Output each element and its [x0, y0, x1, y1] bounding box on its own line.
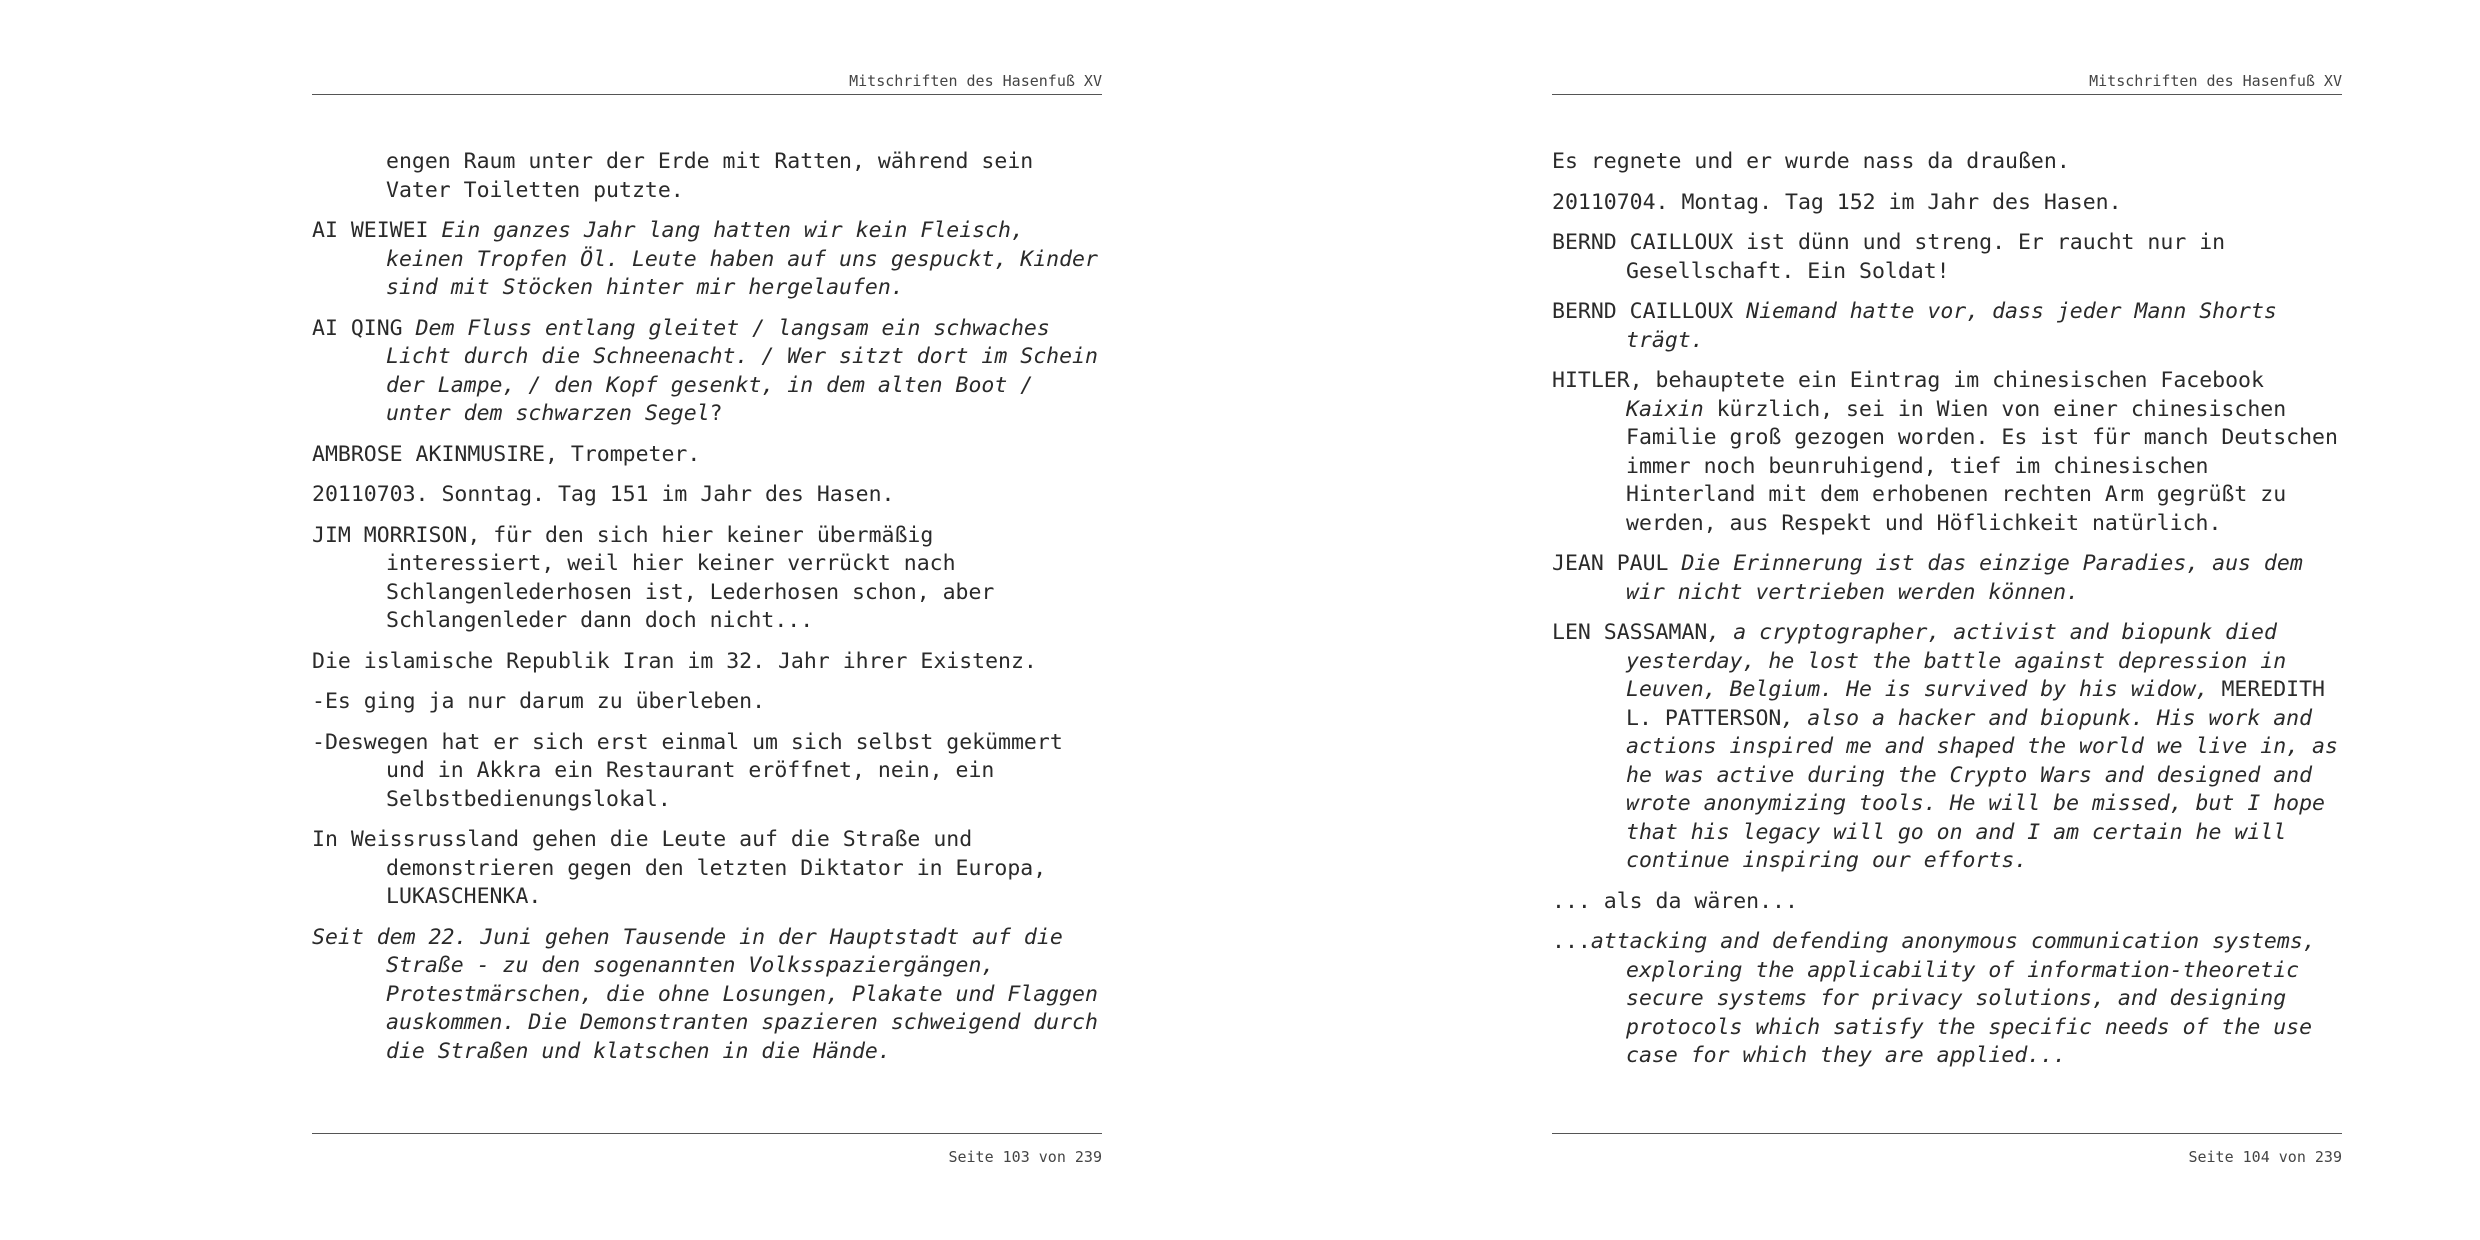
left-page-body: [312, 148, 1102, 1078]
text-run: Die islamische Republik Iran im 32. Jahr ihrer Existenz.: [312, 648, 1037, 674]
text-run: engen Raum unter der Erde mit Ratten, während sein Vater Toiletten putzte.: [386, 149, 1034, 203]
text-run: ...: [1552, 929, 1591, 954]
left-page-header: Mitschriften des Hasenfuß XV: [312, 72, 1102, 95]
text-run: -Deswegen hat er sich erst einmal um sich selbst gekümmert und in Akkra ein Restaurant eröffnet, nein, ein Selbstbedienungslokal.: [312, 729, 1063, 812]
right-page-column: [1552, 0, 2342, 1240]
left-page-footer: Seite 103 von 239: [312, 1133, 1102, 1166]
text-run: 20110703. Sonntag. Tag 151 im Jahr des Hasen.: [312, 482, 895, 507]
italic-text: Die Erinnerung ist das einzige Paradies, aus dem wir nicht vertrieben werden können.: [1626, 551, 2303, 605]
paragraph: [312, 688, 1102, 717]
text-run: -Es ging ja nur darum zu überleben.: [312, 689, 766, 714]
text-run: In Weissrussland gehen die Leute auf die Straße und demonstrieren gegen den letzten Diktator in Europa, LUKASCHENKA.: [312, 827, 1047, 909]
right-page-body: [1552, 148, 2342, 1083]
text-run: ?: [709, 401, 723, 426]
paragraph: [1552, 619, 2342, 876]
text-run: AI WEIWEI: [312, 218, 442, 243]
paragraph: [312, 924, 1102, 1067]
text-run: HITLER, behauptete ein Eintrag im chinesischen Facebook: [1552, 368, 2264, 393]
paragraph: [1552, 928, 2342, 1071]
italic-text: Seit dem 22. Juni gehen Tausende in der Hauptstadt auf die Straße - zu den sogenannten Volksspaziergängen, Protestmärschen, die ohne Losungen, Plakate und Flaggen auskommen. Die Demonstranten spazieren schweigend durch die Straßen und klatschen in die Hände.: [312, 924, 1098, 1064]
paragraph: [312, 148, 1102, 205]
paragraph: [312, 729, 1102, 815]
italic-text: attacking and defending anonymous communication systems, exploring the applicability of information-theoretic secure systems for privacy solutions, and designing protocols which satisfy the specific needs of the use case for which they are applied...: [1590, 929, 2316, 1068]
text-run: BERND CAILLOUX: [1552, 299, 1747, 324]
text-run: JIM MORRISON, für den sich hier keiner übermäßig interessiert, weil hier keiner verrückt nach Schlangenlederhosen ist, Lederhosen schon, aber Schlangenleder dann doch nicht...: [312, 522, 995, 633]
paragraph: [312, 481, 1102, 510]
italic-text: Ein ganzes Jahr lang hatten wir kein Fleisch, keinen Tropfen Öl. Leute haben auf uns gespuckt, Kinder sind mit Stöcken hinter mir hergelaufen.: [386, 218, 1098, 300]
left-page-column: [312, 0, 1102, 1240]
paragraph: [312, 315, 1102, 429]
text-run: 20110704. Montag. Tag 152 im Jahr des Hasen.: [1552, 189, 2122, 215]
paragraph: [1552, 229, 2342, 286]
text-run: ... als da wären...: [1552, 888, 1798, 914]
text-run: kürzlich, sei in Wien von einer chinesischen Familie groß gezogen worden. Es ist für manch Deutschen immer noch beunruhigend, tief im chinesischen Hinterland mit dem erhobenen rechten Arm gegrüßt zu werden, aus Respekt und Höflichkeit natürlich.: [1626, 396, 2338, 536]
text-run: MEREDITH L. PATTERSON: [1626, 677, 2325, 731]
paragraph: [312, 217, 1102, 303]
italic-text: Dem Fluss entlang gleitet / langsam ein schwaches Licht durch die Schneenacht. / Wer sitzt dort im Schein der Lampe, / den Kopf gesenkt, in dem alten Boot / unter dem schwarzen Segel: [386, 315, 1098, 426]
paragraph: [1552, 550, 2342, 607]
paragraph: [1552, 189, 2342, 218]
paragraph: [1552, 888, 2342, 917]
right-page-footer: Seite 104 von 239: [1552, 1133, 2342, 1166]
right-page-header: Mitschriften des Hasenfuß XV: [1552, 72, 2342, 95]
paragraph: [1552, 148, 2342, 177]
italic-text: , a cryptographer, activist and biopunk died yesterday, he lost the battle against depression in Leuven, Belgium. He is survived by his widow,: [1626, 620, 2287, 702]
italic-text: Kaixin: [1626, 396, 1704, 422]
text-run: AI QING: [312, 315, 416, 341]
text-run: LEN SASSAMAN: [1552, 620, 1708, 645]
paragraph: [1552, 367, 2342, 538]
text-run: Es regnete und er wurde nass da draußen.: [1552, 149, 2070, 174]
paragraph: [312, 826, 1102, 912]
paragraph: [312, 522, 1102, 636]
paragraph: [1552, 298, 2342, 355]
text-run: JEAN PAUL: [1552, 551, 1682, 576]
text-run: BERND CAILLOUX ist dünn und streng. Er raucht nur in Gesellschaft. Ein Soldat!: [1552, 230, 2226, 284]
paragraph: [312, 648, 1102, 677]
paragraph: [312, 441, 1102, 470]
italic-text: , also a hacker and biopunk. His work and actions inspired me and shaped the world we live in, as he was active during the Crypto Wars and designed and wrote anonymizing tools. He will be missed, but I hope that his legacy will go on and I am certain he will continue inspiring our efforts.: [1626, 705, 2338, 873]
text-run: AMBROSE AKINMUSIRE, Trompeter.: [312, 441, 701, 467]
right-page: [1240, 0, 2480, 1240]
italic-text: Niemand hatte vor, dass jeder Mann Shorts trägt.: [1626, 299, 2277, 353]
